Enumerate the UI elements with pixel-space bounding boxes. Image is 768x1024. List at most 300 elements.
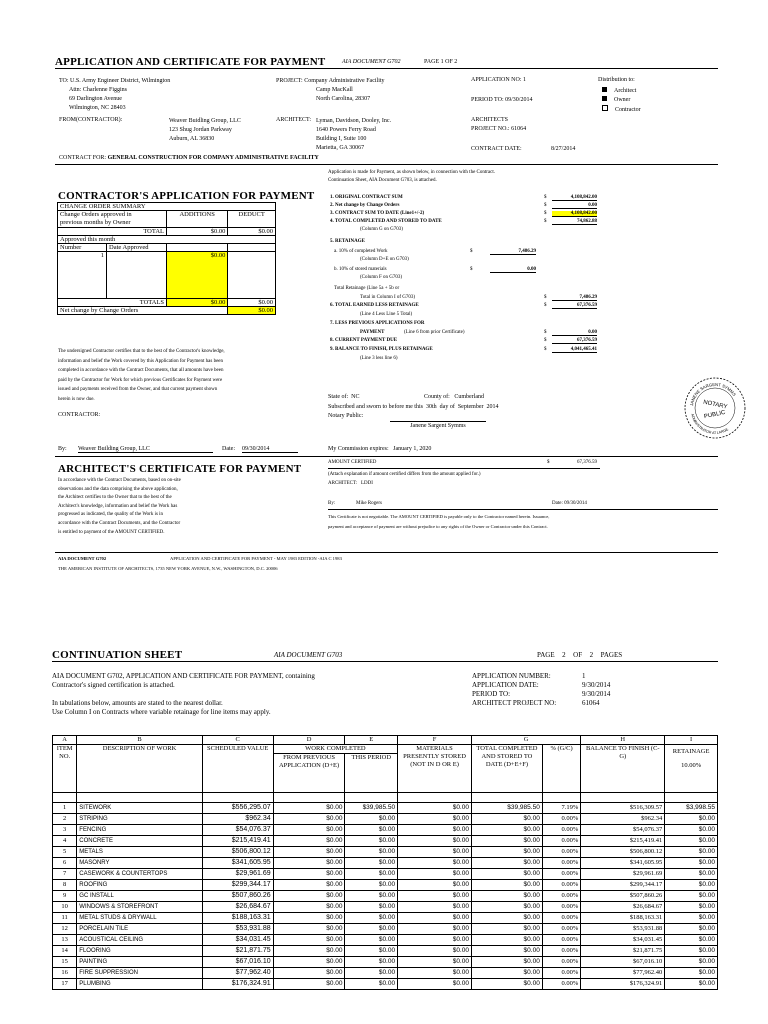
signature-date: 09/30/2014 [242,446,298,453]
cell-percent-complete: 0.00% [542,814,580,825]
cell-from-previous: $0.00 [273,913,345,924]
notary-seal-icon [683,376,747,440]
cell-percent-complete: 0.00% [542,869,580,880]
cell-this-period: $0.00 [345,979,398,990]
cell-percent-complete: 0.00% [542,979,580,990]
header-rule [55,68,718,69]
cell-total-completed: $0.00 [471,880,542,891]
table-row [53,913,718,924]
cell-materials-stored: $0.00 [398,869,472,880]
cell-description: MASONRY [77,858,203,869]
spacer-row [53,793,718,803]
cell-scheduled-value: $299,344.17 [202,880,273,891]
doc-id: AIA DOCUMENT G702 [342,59,401,65]
cell-materials-stored: $0.00 [398,957,472,968]
cell-scheduled-value: $29,961.69 [202,869,273,880]
cell-retainage: $0.00 [665,880,718,891]
architect-by-label: By: [328,501,336,506]
divider [328,509,718,510]
cell-scheduled-value: $34,031.45 [202,935,273,946]
cell-this-period: $0.00 [345,891,398,902]
approved-month-label: Approved this month [58,236,276,244]
continuation-page: PAGE 2 OF 2 PAGES [537,651,623,659]
retainage-stored-materials: 0.00 [490,267,536,273]
cell-retainage: $0.00 [665,957,718,968]
cell-scheduled-value: $188,163.31 [202,913,273,924]
continuation-title: CONTINUATION SHEET [52,649,183,661]
cell-description: PLUMBING [77,979,203,990]
cell-total-completed: $0.00 [471,891,542,902]
cell-materials-stored: $0.00 [398,880,472,891]
cell-balance-to-finish: $962.34 [581,814,665,825]
cell-description: METAL STUDS & DRYWALL [77,913,203,924]
cell-this-period: $0.00 [345,847,398,858]
cell-retainage: $0.00 [665,946,718,957]
cell-scheduled-value: $53,931.88 [202,924,273,935]
cell-from-previous: $0.00 [273,957,345,968]
number-date-cells [58,244,167,252]
cell-percent-complete: 0.00% [542,946,580,957]
cell-description: GC INSTALL [77,891,203,902]
table-row [53,891,718,902]
divider [55,164,718,165]
architect-label: ARCHITECT: [276,117,312,123]
cell-item-no: 4 [53,836,77,847]
cell-scheduled-value: $67,016.10 [202,957,273,968]
co-entry-row [58,252,167,299]
cell-from-previous: $0.00 [273,968,345,979]
table-row [53,979,718,990]
contractor-certification: The undersigned Contractor certifies that to the best of the Contractor's knowledge, information and belief the Work covered by this Application for Payment has been completed in accordance with the Contract Documents, that all amounts have been paid by the Contractor for Work for which previous Certificates for Payment were issued and payments received from the Owner, and that current payment shown herein is now due. [58,349,225,402]
cell-balance-to-finish: $53,931.88 [581,924,665,935]
divider [55,552,718,553]
cell-description: WINDOWS & STOREFRONT [77,902,203,913]
total-additions: $0.00 [167,228,228,236]
cell-total-completed: $0.00 [471,924,542,935]
cell-item-no: 17 [53,979,77,990]
checkbox-checked-icon[interactable] [602,87,607,92]
header-work-completed: WORK COMPLETED [273,745,397,754]
cell-total-completed: $0.00 [471,946,542,957]
footer-doc: AIA DOCUMENT G702 [58,556,107,561]
to-block: TO: U.S. Army Engineer District, Wilmington Attn: Charlenne Figgins 69 Darlington Avenue Wilmington, NC 28403 [59,78,171,111]
cell-total-completed: $0.00 [471,858,542,869]
cell-percent-complete: 0.00% [542,825,580,836]
continuation-intro: AIA DOCUMENT G702, APPLICATION AND CERTIFICATE FOR PAYMENT, containing Contractor's signed certification is attached. In tabulations below, amounts are stated to the nearest dollar. Use Column I on Contracts where variable retainage for line items may apply. [52,672,315,716]
cell-description: ROOFING [77,880,203,891]
cell-percent-complete: 0.00% [542,935,580,946]
cell-materials-stored: $0.00 [398,847,472,858]
cell-from-previous: $0.00 [273,979,345,990]
cell-this-period: $0.00 [345,880,398,891]
page-title: APPLICATION AND CERTIFICATE FOR PAYMENT [55,56,326,68]
notary-name: Janene Sargent Symms [390,421,486,429]
cell-scheduled-value: $77,962.40 [202,968,273,979]
contract-date-label: CONTRACT DATE: [471,146,522,152]
cell-balance-to-finish: $77,962.40 [581,968,665,979]
cell-from-previous: $0.00 [273,924,345,935]
totals-additions: $0.00 [167,299,228,307]
cell-scheduled-value: $341,605.95 [202,858,273,869]
amount-certified-label: AMOUNT CERTIFIED [328,460,377,465]
cell-materials-stored: $0.00 [398,858,472,869]
cell-total-completed: $0.00 [471,957,542,968]
cell-scheduled-value: $506,800.12 [202,847,273,858]
cell-item-no: 2 [53,814,77,825]
cell-description: FIRE SUPPRESSION [77,968,203,979]
cell-total-completed: $0.00 [471,836,542,847]
deduct-header: DEDUCT [228,211,276,228]
divider [328,468,600,469]
seal-top-text: JANENE SARGENT SYMMS [689,381,737,407]
header-item-no: ITEM NO. [53,745,77,793]
cell-materials-stored: $0.00 [398,902,472,913]
cell-this-period: $0.00 [345,913,398,924]
contractors-application-title: CONTRACTOR'S APPLICATION FOR PAYMENT [58,190,315,202]
cell-description: SITEWORK [77,803,203,814]
architect-signature: Mike Rogers [356,501,382,506]
original-contract-sum: 4,108,842.00 [552,195,597,201]
table-row [53,847,718,858]
cell-description: CONCRETE [77,836,203,847]
cell-balance-to-finish: $506,800.12 [581,847,665,858]
cell-materials-stored: $0.00 [398,836,472,847]
cell-item-no: 16 [53,968,77,979]
architect-ldd: ARCHITECT: LDDI [328,481,373,486]
application-note: Application is made for Payment, as shown below, in connection with the Contract. Continuation Sheet, AIA Document G703, is attached. [328,170,496,183]
table-row [53,880,718,891]
seal-bottom-text: ADMINISTRATOR AT LARGE [690,413,730,436]
less-previous-applications: 0.00 [552,330,597,336]
cell-percent-complete: 0.00% [542,836,580,847]
cell-balance-to-finish: $507,860.26 [581,891,665,902]
notary-county: County of: Cumberland [424,394,485,400]
continuation-table [52,735,718,990]
cell-balance-to-finish: $29,961.69 [581,869,665,880]
application-number: APPLICATION NO: 1 [471,77,527,83]
contract-date: 8/27/2014 [551,146,576,152]
footer-institute: THE AMERICAN INSTITUTE OF ARCHITECTS, 1735 NEW YORK AVENUE, N.W., WASHINGTON, D.C. 20006 [58,566,278,571]
contract-for: CONTRACT FOR: GENERAL CONSTRUCTION FOR COMPANY ADMINISTRATIVE FACILITY [59,155,319,161]
cell-materials-stored: $0.00 [398,891,472,902]
architect-address: Lyman, Davidson, Dooley, Inc. 1640 Powers Ferry Road Building I, Suite 100 Marietta, GA 30067 [316,118,392,151]
cell-retainage: $0.00 [665,924,718,935]
co-prev-label: Change Orders approved in previous months by Owner [58,211,167,228]
cell-item-no: 9 [53,891,77,902]
project-block: PROJECT: Company Administrative Facility Camp MacKall North Carolina, 28307 [276,78,385,102]
cell-materials-stored: $0.00 [398,946,472,957]
header-materials-stored: MATERIALS PRESENTLY STORED (NOT IN D OR E) [398,745,472,793]
cell-percent-complete: 0.00% [542,968,580,979]
cell-total-completed: $0.00 [471,935,542,946]
total-retainage: 7,486.29 [552,295,597,301]
cell-this-period: $0.00 [345,814,398,825]
cell-scheduled-value: $962.34 [202,814,273,825]
header-scheduled-value: SCHEDULED VALUE [202,745,273,793]
header-percent: % (G/C) [542,745,580,793]
cell-percent-complete: 0.00% [542,891,580,902]
change-order-summary-table [57,202,276,315]
cell-total-completed: $0.00 [471,825,542,836]
header-rule [52,661,718,662]
cell-materials-stored: $0.00 [398,825,472,836]
co-summary-header: CHANGE ORDER SUMMARY [58,203,276,211]
cell-retainage: $0.00 [665,902,718,913]
cell-retainage: $0.00 [665,847,718,858]
cell-scheduled-value: $176,324.91 [202,979,273,990]
table-row [53,814,718,825]
total-deduct: $0.00 [228,228,276,236]
number-header: Number [58,244,107,251]
header-balance-to-finish: BALANCE TO FINISH (C-G) [581,745,665,793]
header-from-previous: FROM PREVIOUS APPLICATION (D+E) [273,754,345,793]
cell-balance-to-finish: $341,605.95 [581,858,665,869]
table-row [53,836,718,847]
by-label: By: [58,446,67,452]
cell-from-previous: $0.00 [273,891,345,902]
cell-percent-complete: 0.00% [542,957,580,968]
cell-from-previous: $0.00 [273,836,345,847]
table-row [53,902,718,913]
cell-from-previous: $0.00 [273,858,345,869]
cell-from-previous: $0.00 [273,880,345,891]
continuation-info-values: 1 9/30/2014 9/30/2014 61064 [582,672,611,707]
notary-public-label: Notary Public: [328,413,364,419]
cell-this-period: $0.00 [345,946,398,957]
seal-public-text: PUBLIC [703,409,727,421]
cell-balance-to-finish: $188,163.31 [581,913,665,924]
cell-materials-stored: $0.00 [398,814,472,825]
cell-balance-to-finish: $67,016.10 [581,957,665,968]
contractor-label: CONTRACTOR: [58,412,101,418]
seal-notary-text: NOTARY [702,399,728,411]
contract-sum-to-date: 4,108,842.00 [552,211,597,217]
cell-from-previous: $0.00 [273,847,345,858]
table-row [53,924,718,935]
cell-this-period: $39,985.50 [345,803,398,814]
cell-materials-stored: $0.00 [398,803,472,814]
from-contractor-label: FROM(CONTRACTOR): [59,117,123,123]
totals-deduct: $0.00 [228,299,276,307]
architects-certificate-title: ARCHITECT'S CERTIFICATE FOR PAYMENT [58,463,302,475]
cell-item-no: 11 [53,913,77,924]
cell-description: FLOORING [77,946,203,957]
cell-this-period: $0.00 [345,825,398,836]
cell-item-no: 5 [53,847,77,858]
cell-scheduled-value: $556,295.07 [202,803,273,814]
cell-this-period: $0.00 [345,957,398,968]
cell-retainage: $0.00 [665,968,718,979]
cell-description: ACOUSTICAL CEILING [77,935,203,946]
cell-percent-complete: 0.00% [542,924,580,935]
cell-total-completed: $0.00 [471,968,542,979]
total-earned-less-retainage: 67,376.59 [552,303,597,309]
cell-scheduled-value: $507,860.26 [202,891,273,902]
project-number: PROJECT NO.: 61064 [471,126,527,132]
cell-balance-to-finish: $54,076.37 [581,825,665,836]
cell-scheduled-value: $54,076.37 [202,825,273,836]
footer-edition: APPLICATION AND CERTIFICATE FOR PAYMENT - MAY 1983 EDITION -AIA C 1983 [170,556,342,561]
cell-materials-stored: $0.00 [398,968,472,979]
cell-retainage: $0.00 [665,913,718,924]
cell-item-no: 14 [53,946,77,957]
divider [55,456,718,457]
header-retainage: RETAINAGE 10.00% [665,745,718,793]
cell-scheduled-value: $26,684.67 [202,902,273,913]
cell-item-no: 15 [53,957,77,968]
cell-balance-to-finish: $215,419.41 [581,836,665,847]
cell-balance-to-finish: $26,684.67 [581,902,665,913]
cell-description: PORCELAIN TILE [77,924,203,935]
cell-from-previous: $0.00 [273,935,345,946]
total-completed-stored: 74,862.88 [552,219,597,225]
cell-from-previous: $0.00 [273,814,345,825]
cell-this-period: $0.00 [345,858,398,869]
table-row [53,935,718,946]
cell-from-previous: $0.00 [273,946,345,957]
cell-retainage: $0.00 [665,858,718,869]
cell-from-previous: $0.00 [273,803,345,814]
column-header-row [53,745,718,754]
amount-certified-dollar: $ [547,460,550,465]
table-row [53,803,718,814]
cell-materials-stored: $0.00 [398,979,472,990]
table-row [53,869,718,880]
net-change-orders: 0.00 [552,203,597,209]
contractor-address: Weaver Buidling Group, LLC 123 Shug Jordan Parkway Auburn, AL 36830 [169,118,241,142]
balance-to-finish: 4,041,465.41 [552,347,597,353]
table-row [53,968,718,979]
table-row [53,858,718,869]
column-letters-row: A B C D E F G H I [53,736,718,745]
architects-certification-text: In accordance with the Contract Documents, based on on-site observations and the data comprising the above application, the Architect certifies to the Owner that to the best of the Architect's knowledge, information and belief the Work has progressed as indicated, the quality of the Work is in accordance with the Contract Documents, and the Contractor is entitled to payment of the AMOUNT CERTIFIED. [58,478,181,535]
signature-date-label: Date: [222,446,235,452]
cell-item-no: 3 [53,825,77,836]
cell-total-completed: $0.00 [471,913,542,924]
cell-item-no: 6 [53,858,77,869]
cell-description: PAINTING [77,957,203,968]
date-approved-header: Date Approved [109,244,149,251]
amount-certified: 67,376.59 [577,460,597,465]
checkbox-empty-icon[interactable] [602,105,608,111]
cell-item-no: 8 [53,880,77,891]
cell-from-previous: $0.00 [273,825,345,836]
co-additions-value[interactable]: $0.00 [167,252,228,299]
architects-label: ARCHITECTS [471,117,509,123]
cell-this-period: $0.00 [345,869,398,880]
cell-materials-stored: $0.00 [398,924,472,935]
distribution-label: Distribution to: [598,77,635,83]
header-description: DESCRIPTION OF WORK [77,745,203,793]
current-payment-due: 67,376.59 [552,338,597,344]
cell-materials-stored: $0.00 [398,913,472,924]
cell-retainage: $0.00 [665,825,718,836]
cell-percent-complete: 0.00% [542,880,580,891]
net-change-label: Net change by Change Orders [58,307,228,315]
cell-total-completed: $39,985.50 [471,803,542,814]
cell-retainage: $0.00 [665,891,718,902]
cell-balance-to-finish: $176,324.91 [581,979,665,990]
table-row [53,825,718,836]
table-row [53,957,718,968]
cell-scheduled-value: $21,871.75 [202,946,273,957]
continuation-doc: AIA DOCUMENT G703 [274,651,343,659]
cell-percent-complete: 7.19% [542,803,580,814]
cell-this-period: $0.00 [345,924,398,935]
cell-materials-stored: $0.00 [398,935,472,946]
cell-description: FENCING [77,825,203,836]
cell-balance-to-finish: $299,344.17 [581,880,665,891]
architect-date: Date: 09/30/2014 [552,501,587,506]
notary-commission: My Commission expires: January 1, 2020 [328,446,432,452]
cell-balance-to-finish: $516,309.57 [581,803,665,814]
cell-item-no: 13 [53,935,77,946]
cell-description: CASEWORK & COUNTERTOPS [77,869,203,880]
continuation-info: APPLICATION NUMBER: APPLICATION DATE: PERIOD TO: ARCHITECT PROJECT NO: [472,672,557,707]
net-change-value: $0.00 [228,307,276,315]
cell-retainage: $0.00 [665,869,718,880]
cell-total-completed: $0.00 [471,979,542,990]
cell-retainage: $3,998.55 [665,803,718,814]
cell-item-no: 10 [53,902,77,913]
cell-item-no: 12 [53,924,77,935]
cell-scheduled-value: $215,419.41 [202,836,273,847]
cell-retainage: $0.00 [665,814,718,825]
notary-sworn: Subscribed and sworn to before me this 30th day of September 2014 [328,404,499,410]
cell-percent-complete: 0.00% [542,902,580,913]
header-this-period: THIS PERIOD [345,754,398,793]
cell-this-period: $0.00 [345,836,398,847]
cell-retainage: $0.00 [665,979,718,990]
period-to: PERIOD TO: 09/30/2014 [471,97,533,103]
cell-total-completed: $0.00 [471,847,542,858]
page-number: PAGE 1 OF 2 [424,59,458,65]
cell-balance-to-finish: $34,031.45 [581,935,665,946]
not-negotiable-note: This Certificate is not negotiable. The AMOUNT CERTIFIED is payable only to the Contractor named herein. Issuance, payment and acceptance of payment are without prejudice to any rights of the Owner or Contractor under this Contract. [328,514,550,529]
cell-percent-complete: 0.00% [542,847,580,858]
cell-this-period: $0.00 [345,935,398,946]
header-total-completed: TOTAL COMPLETED AND STORED TO DATE (D+E+F) [471,745,542,793]
cell-retainage: $0.00 [665,935,718,946]
co-number[interactable]: 1 [58,252,107,298]
total-label: TOTAL [58,228,167,236]
cell-total-completed: $0.00 [471,902,542,913]
cell-this-period: $0.00 [345,902,398,913]
cell-total-completed: $0.00 [471,814,542,825]
notary-state: State of: NC [328,394,360,400]
cell-item-no: 7 [53,869,77,880]
additions-header: ADDITIONS [167,211,228,228]
cell-percent-complete: 0.00% [542,858,580,869]
cell-from-previous: $0.00 [273,869,345,880]
cell-this-period: $0.00 [345,968,398,979]
distribution-list: Architect Owner Contractor [602,87,641,115]
contractor-signature: Weaver Building Group, LLC [78,446,213,453]
retainage-completed-work: 7,486.29 [490,249,536,255]
checkbox-checked-icon[interactable] [602,96,607,101]
table-row [53,946,718,957]
cell-total-completed: $0.00 [471,869,542,880]
cell-percent-complete: 0.00% [542,913,580,924]
cell-item-no: 1 [53,803,77,814]
cell-from-previous: $0.00 [273,902,345,913]
cell-description: STRIPING [77,814,203,825]
attach-explanation: (Attach explanation if amount certified differs from the amount applied for.) [328,472,481,477]
cell-retainage: $0.00 [665,836,718,847]
cell-description: METALS [77,847,203,858]
cell-balance-to-finish: $21,871.75 [581,946,665,957]
totals-label: TOTALS [58,299,167,307]
